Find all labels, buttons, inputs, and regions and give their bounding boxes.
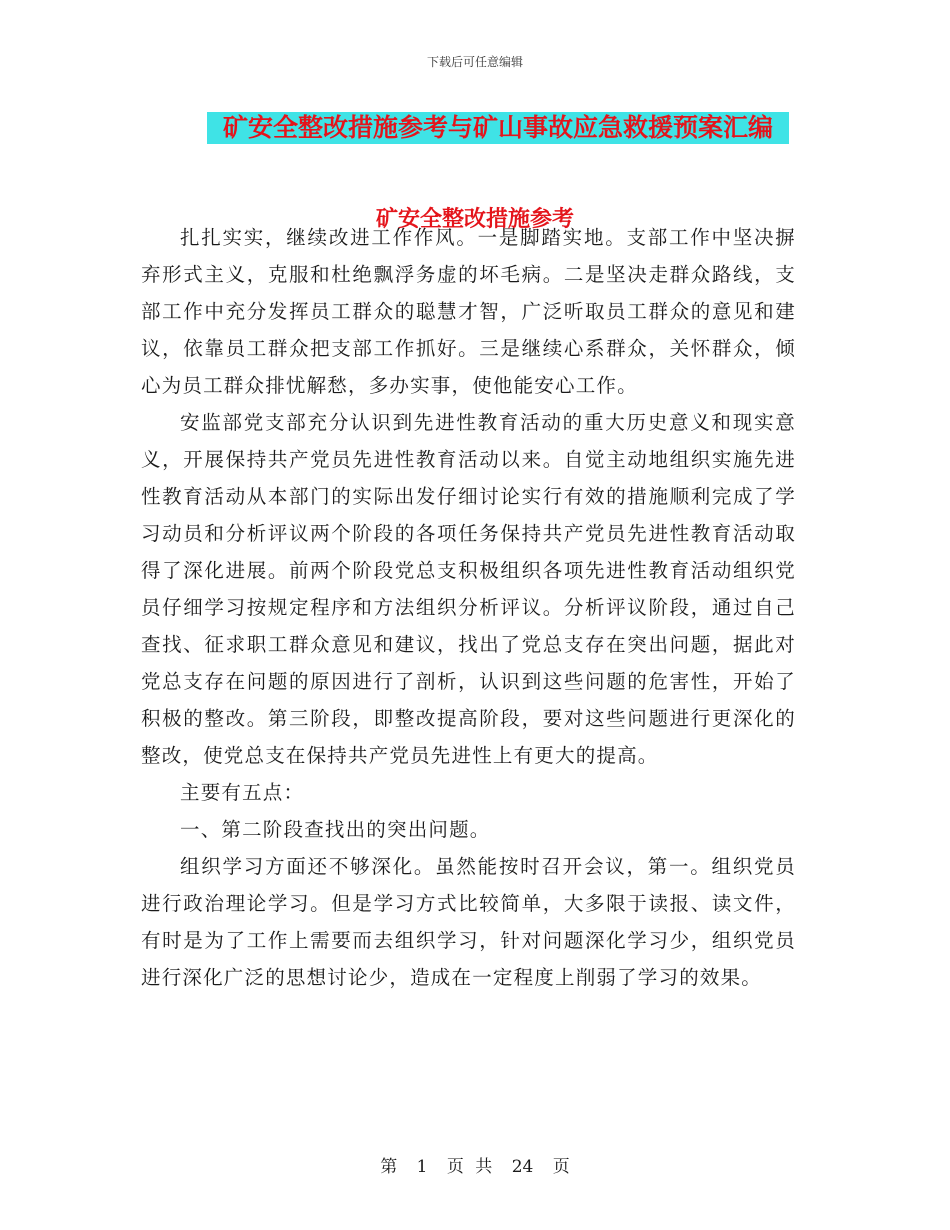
total-pages: 24 [511, 1157, 534, 1177]
page-label-mid: 页 共 [446, 1157, 493, 1177]
paragraph: 主要有五点： [180, 781, 305, 804]
page-label-suffix: 页 [552, 1157, 570, 1177]
page-footer [0, 1152, 950, 1177]
section-title: 矿安全整改措施参考 [375, 206, 574, 232]
paragraph: 扎扎实实，继续改进工作作风。一是脚踏实地。支部工作中坚决摒弃形式主义，克服和杜绝飘浮务虚的坏毛病。二是坚决走群众路线，支部工作中充分发挥员工群众的聪慧才智，广泛听取员工群众的意见和建议，依靠员工群众把支部工作抓好。三是继续心系群众，关怀群众，倾心为员工群众排忧解愁，多办实事，使他能安心工作。 [141, 226, 796, 397]
page-label-prefix: 第 [380, 1157, 398, 1177]
paragraph: 安监部党支部充分认识到先进性教育活动的重大历史意义和现实意义，开展保持共产党员先进性教育活动以来。自觉主动地组织实施先进性教育活动从本部门的实际出发仔细讨论实行有效的措施顺利完成了学习动员和分析评议两个阶段的各项任务保持共产党员先进性教育活动取得了深化进展。前两个阶段党总支积极组织各项先进性教育活动组织党员仔细学习按规定程序和方法组织分析评议。分析评议阶段，通过自己查找、征求职工群众意见和建议，找出了党总支存在突出问题，据此对党总支存在问题的原因进行了剖析，认识到这些问题的危害性，开始了积极的整改。第三阶段，即整改提高阶段，要对这些问题进行更深化的整改，使党总支在保持共产党员先进性上有更大的提高。 [141, 411, 796, 767]
paragraph: 组织学习方面还不够深化。虽然能按时召开会议，第一。组织党员进行政治理论学习。但是学习方式比较简单，大多限于读报、读文件，有时是为了工作上需要而去组织学习，针对问题深化学习少，组织党员进行深化广泛的思想讨论少，造成在一定程度上削弱了学习的效果。 [141, 855, 796, 989]
paragraph: 一、第二阶段查找出的突出问题。 [180, 818, 491, 841]
main-title-highlight [207, 112, 789, 144]
page-number: 1 [416, 1157, 428, 1177]
document-body [141, 219, 796, 996]
document-title: 矿安全整改措施参考与矿山事故应急救援预案汇编 [222, 113, 773, 142]
header-note: 下载后可任意编辑 [426, 55, 523, 69]
